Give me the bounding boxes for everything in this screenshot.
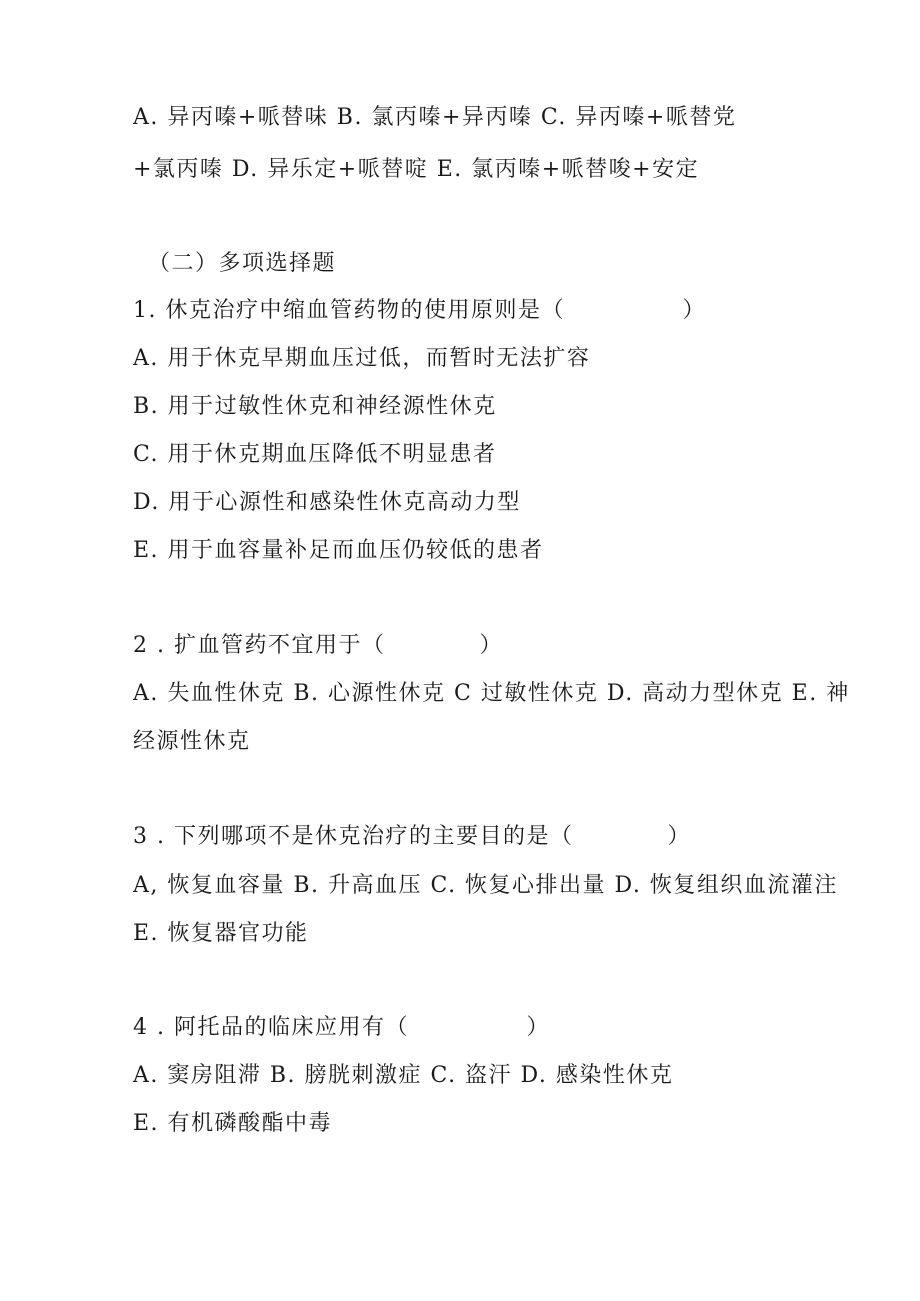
question-3-options-line-2: E. 恢复器官功能 [133, 921, 309, 946]
question-2-options-line-1: A. 失血性休克 B. 心源性休克 C 过敏性休克 D. 高动力型休克 E. 神 [133, 681, 850, 706]
question-4-options-line-1: A. 窦房阻滞 B. 膀胱刺激症 C. 盗汗 D. 感染性休克 [133, 1063, 674, 1088]
question-1-option-e: E. 用于血容量补足而血压仍较低的患者 [133, 538, 544, 563]
question-1-option-b: B. 用于过敏性休克和神经源性休克 [133, 394, 497, 419]
question-2-options-line-2: 经源性休克 [133, 729, 251, 754]
question-3-options-line-1: A, 恢复血容量 B. 升高血压 C. 恢复心排出量 D. 恢复组织血流灌注 [133, 873, 838, 898]
previous-question-options-line-1: A. 异丙嗪+哌替味 B. 氯丙嗪+异丙嗪 C. 异丙嗪+哌替党 [133, 105, 737, 130]
question-1-option-a: A. 用于休克早期血压过低，而暂时无法扩容 [133, 346, 591, 371]
question-1-option-c: C. 用于休克期血压降低不明显患者 [133, 442, 497, 467]
question-1-stem: 1. 休克治疗中缩血管药物的使用原则是（ ） [133, 298, 706, 323]
previous-question-options-line-2: +氯丙嗪 D. 异乐定+哌替啶 E. 氯丙嗪+哌替唆+安定 [133, 157, 700, 182]
question-1-option-d: D. 用于心源性和感染性休克高动力型 [133, 490, 521, 515]
section-heading: （二）多项选择题 [148, 251, 337, 276]
question-2-stem: 2 . 扩血管药不宜用于（ ） [133, 633, 503, 658]
question-4-options-line-2: E. 有机磷酸酯中毒 [133, 1111, 333, 1136]
question-3-stem: 3 . 下列哪项不是休克治疗的主要目的是（ ） [133, 824, 691, 849]
question-4-stem: 4 . 阿托品的临床应用有（ ） [133, 1015, 550, 1040]
